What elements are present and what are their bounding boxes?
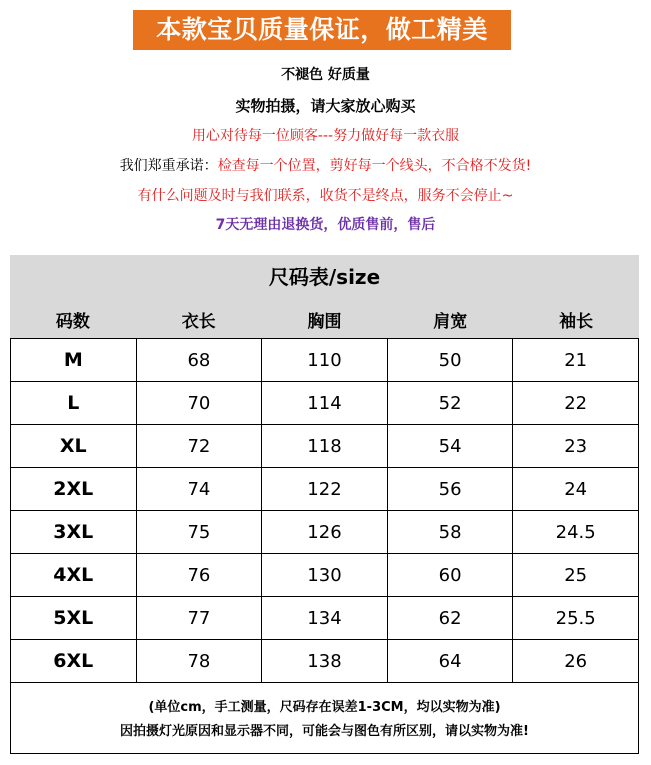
- column-header-sleeve: 袖长: [559, 312, 594, 332]
- measurement-cell: 77: [136, 597, 262, 640]
- footer-notes: [10, 676, 639, 754]
- contact-line: 有什么问题及时与我们联系，收货不是终点，服务不会停止~: [137, 188, 514, 204]
- size-label-cell: 4XL: [11, 554, 137, 597]
- measurement-cell: 76: [136, 554, 262, 597]
- service-line: 用心对待每一位顾客---努力做好每一款衣服: [191, 128, 460, 144]
- measurement-cell: 62: [387, 597, 513, 640]
- measurement-cell: 68: [136, 339, 262, 382]
- column-header-shoulder: 肩宽: [433, 312, 468, 332]
- measurement-cell: 134: [262, 597, 388, 640]
- measurement-cell: 72: [136, 425, 262, 468]
- size-label-cell: 6XL: [11, 640, 137, 683]
- size-label-cell: M: [11, 339, 137, 382]
- measurement-cell: 75: [136, 511, 262, 554]
- size-table-title: 尺码表/size: [268, 265, 381, 289]
- measurement-cell: 25.5: [513, 597, 639, 640]
- measurement-cell: 50: [387, 339, 513, 382]
- table-row: [11, 468, 639, 511]
- size-label-cell: 3XL: [11, 511, 137, 554]
- size-table: [10, 338, 639, 683]
- column-header-length: 衣长: [181, 312, 216, 332]
- measurement-cell: 114: [262, 382, 388, 425]
- quality-line: 不褪色 好质量: [281, 67, 370, 83]
- photo-line: 实物拍摄，请大家放心购买: [235, 97, 416, 115]
- size-label-cell: L: [11, 382, 137, 425]
- measurement-cell: 26: [513, 640, 639, 683]
- size-label-cell: 5XL: [11, 597, 137, 640]
- size-label-cell: 2XL: [11, 468, 137, 511]
- table-row: [11, 425, 639, 468]
- measurement-cell: 78: [136, 640, 262, 683]
- measurement-cell: 58: [387, 511, 513, 554]
- measurement-cell: 23: [513, 425, 639, 468]
- measurement-cell: 122: [262, 468, 388, 511]
- measurement-cell: 24: [513, 468, 639, 511]
- measurement-cell: 25: [513, 554, 639, 597]
- table-row: [11, 511, 639, 554]
- measurement-cell: 24.5: [513, 511, 639, 554]
- table-row: [11, 382, 639, 425]
- measurement-cell: 52: [387, 382, 513, 425]
- measurement-cell: 64: [387, 640, 513, 683]
- column-header-size: 码数: [55, 312, 90, 332]
- measurement-cell: 110: [262, 339, 388, 382]
- measurement-cell: 21: [513, 339, 639, 382]
- table-row: [11, 554, 639, 597]
- measurement-cell: 22: [513, 382, 639, 425]
- measurement-cell: 60: [387, 554, 513, 597]
- return-policy-line: 7天无理由退换货，优质售前，售后: [215, 217, 436, 233]
- column-header-chest: 胸围: [307, 312, 342, 332]
- measurement-cell: 138: [262, 640, 388, 683]
- measurement-cell: 70: [136, 382, 262, 425]
- measurement-note: (单位cm，手工测量，尺码存在误差1-3CM，均以实物为准): [148, 700, 501, 715]
- measurement-cell: 126: [262, 511, 388, 554]
- size-label-cell: XL: [11, 425, 137, 468]
- table-row: [11, 597, 639, 640]
- promise-text: 检查每一个位置，剪好每一个线头，不合格不发货!: [217, 158, 532, 174]
- measurement-cell: 54: [387, 425, 513, 468]
- color-disclaimer: 因拍摄灯光原因和显示器不同，可能会与图色有所区别，请以实物为准!: [120, 724, 529, 739]
- table-row: [11, 339, 639, 382]
- measurement-cell: 118: [262, 425, 388, 468]
- promise-line: [0, 155, 651, 175]
- banner-title: 本款宝贝质量保证，做工精美: [133, 10, 511, 50]
- measurement-cell: 74: [136, 468, 262, 511]
- promise-prefix: 我们郑重承诺：: [119, 158, 218, 174]
- measurement-cell: 56: [387, 468, 513, 511]
- measurement-cell: 130: [262, 554, 388, 597]
- size-table-header: [10, 255, 639, 338]
